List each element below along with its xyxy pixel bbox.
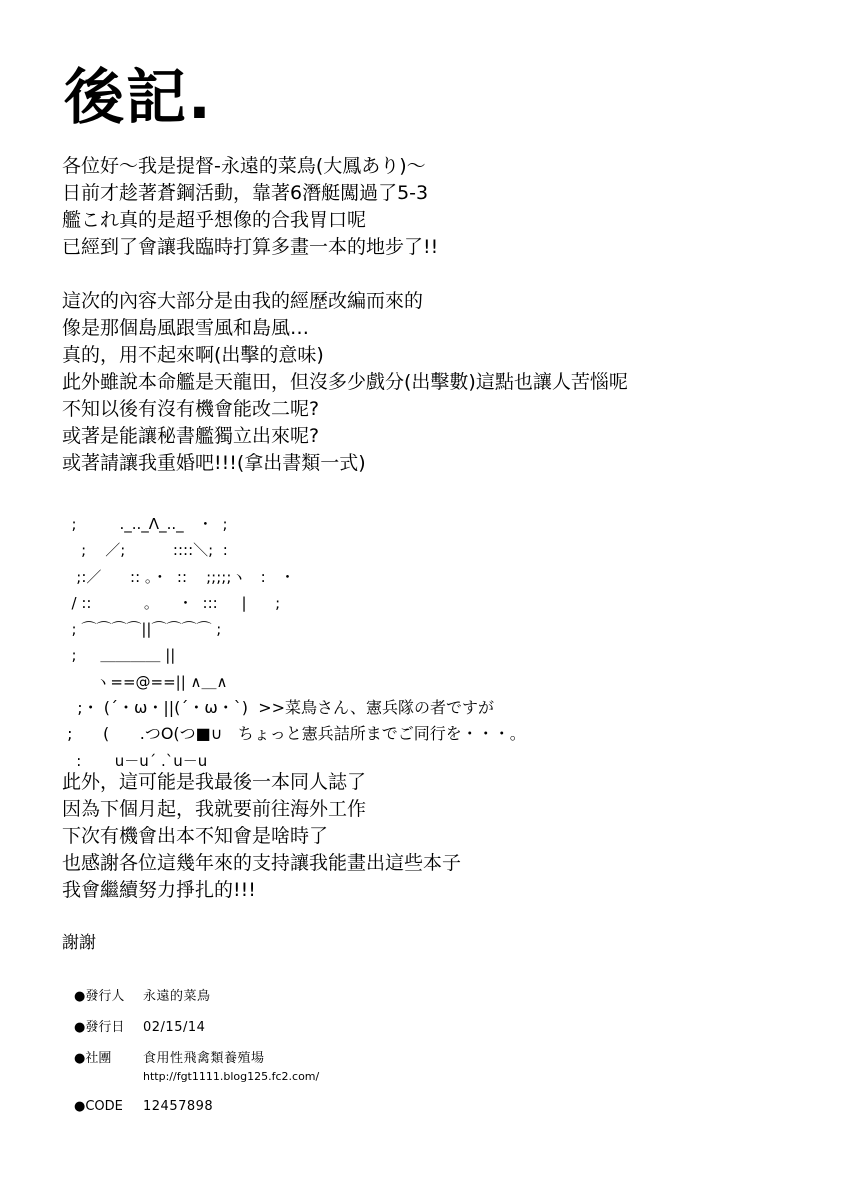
ascii-art-line: ; ⌒⌒⌒⌒||⌒⌒⌒⌒ ; [62, 620, 222, 639]
ascii-art-line: ヽ==@==|| ∧＿∧ [62, 672, 228, 691]
circle-label: ●社團 [74, 1051, 112, 1066]
closing-line: 我會繼續努力掙扎的!!! [62, 879, 256, 901]
ascii-art-dialogue: ;・ (´・ω・||(´・ω・`) >>菜鳥さん、憲兵隊の者ですが [62, 698, 494, 718]
ascii-art-line: ; ._.._Λ_.._ ・ ; [62, 515, 228, 533]
code-label: ●CODE [74, 1099, 123, 1114]
ascii-art-line: : u－u´ .`u－u [62, 751, 208, 770]
thanks-text: 謝謝 [62, 933, 96, 953]
story-line: 此外雖說本命艦是天龍田，但沒多少戲分(出擊數)這點也讓人苦惱呢 [62, 371, 628, 393]
closing-line: 下次有機會出本不知會是啥時了 [62, 825, 329, 847]
code-value: 12457898 [143, 1099, 214, 1114]
intro-line: 艦これ真的是超乎想像的合我胃口呢 [62, 209, 367, 231]
publisher-value: 永遠的菜鳥 [143, 989, 211, 1004]
ascii-art-line: ;:／ :: 。・ :: ;;;;;ヽ : ・ [62, 567, 296, 586]
ascii-art [62, 511, 526, 774]
circle-url: http://fgt1111.blog125.fc2.com/ [143, 1070, 320, 1083]
story-paragraph [62, 288, 628, 477]
intro-line: 已經到了會讓我臨時打算多畫一本的地步了!! [62, 236, 439, 258]
page-title: 後記. [64, 63, 213, 133]
story-line: 這次的內容大部分是由我的經歷改編而來的 [62, 290, 424, 312]
closing-line: 此外，這可能是我最後一本同人誌了 [62, 771, 367, 793]
story-line: 真的，用不起來啊(出擊的意味) [62, 344, 324, 366]
circle-value: 食用性飛禽類養殖場 [143, 1051, 265, 1066]
date-label: ●發行日 [74, 1020, 125, 1035]
ascii-art-line: ; ＿＿＿＿ || [62, 646, 176, 665]
publisher-label: ●發行人 [74, 989, 125, 1004]
date-value: 02/15/14 [143, 1020, 206, 1035]
closing-paragraph [62, 769, 461, 904]
intro-line: 各位好～我是提督-永遠的菜鳥(大鳳あり)～ [62, 155, 426, 177]
intro-line: 日前才趁著蒼鋼活動，靠著6潛艇闖過了5-3 [62, 182, 429, 204]
ascii-art-dialogue: ; ( .つO(つ■∪ ちょっと憲兵詰所までご同行を・・・。 [62, 724, 526, 744]
closing-line: 因為下個月起，我就要前往海外工作 [62, 798, 367, 820]
story-line: 像是那個島風跟雪風和島風… [62, 317, 310, 339]
ascii-art-line: ; ／; ::::＼; : [62, 541, 228, 560]
story-line: 不知以後有沒有機會能改二呢? [62, 398, 320, 420]
intro-paragraph [62, 153, 438, 261]
closing-line: 也感謝各位這幾年來的支持讓我能畫出這些本子 [62, 852, 462, 874]
story-line: 或著是能讓秘書艦獨立出來呢? [62, 425, 320, 447]
story-line: 或著請讓我重婚吧!!!(拿出書類一式) [62, 452, 366, 474]
ascii-art-line: / :: 。 ・ ::: | ; [62, 593, 281, 612]
